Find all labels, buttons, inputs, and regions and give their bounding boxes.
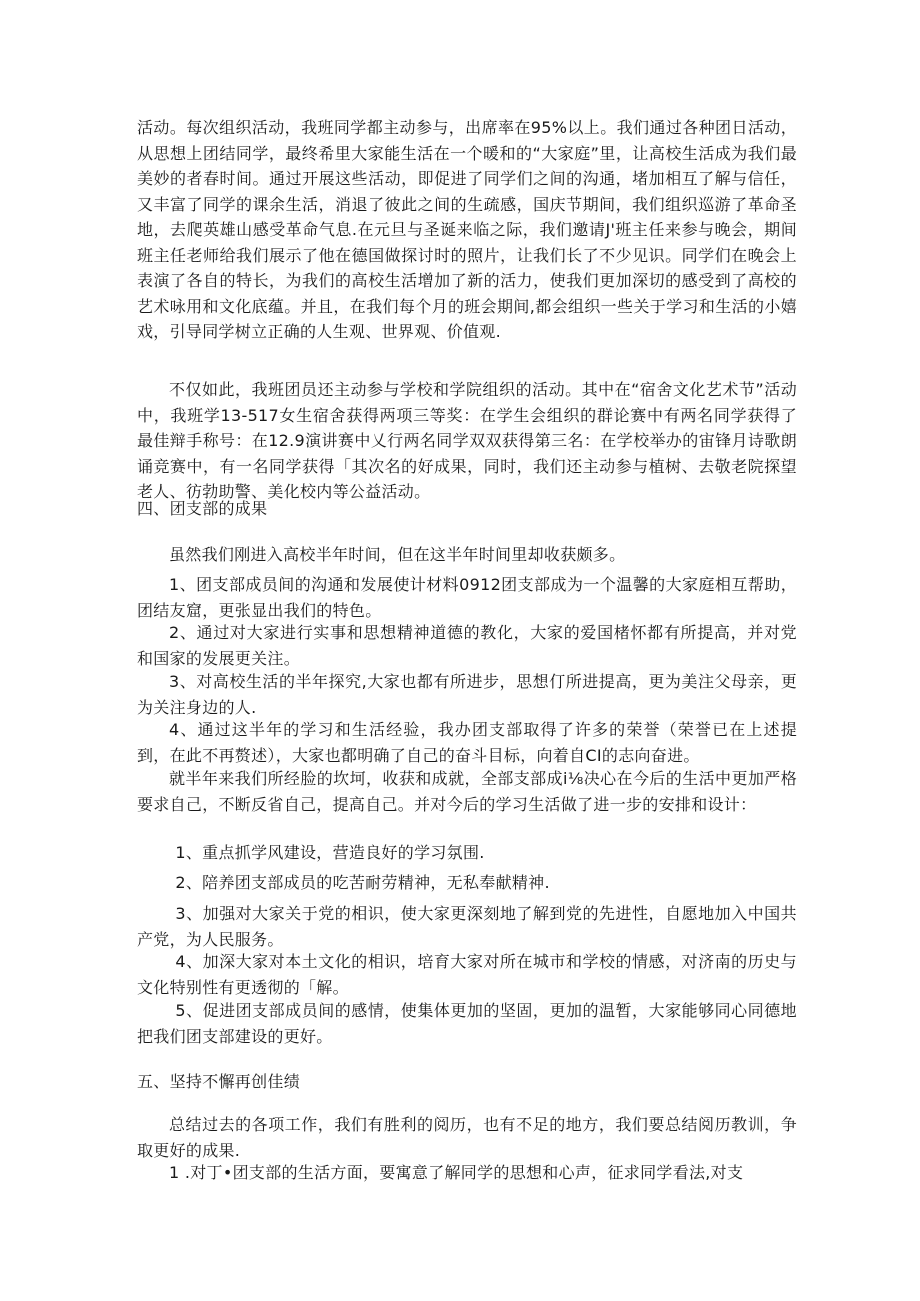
paragraph-future-item-1: 1 .对丁•团支部的生活方面，要寓意了解同学的思想和心声，征求同学看法,对支	[169, 1163, 744, 1182]
achievement-item-1: 1、团支部成员间的沟通和发展使计材料0912团支部成为一个温馨的大家庭相互帮助，团结友窟，更张显出我们的特色。	[137, 575, 797, 620]
achievement-item-4: 4、通过这半年的学习和生活经验，我办团支部取得了许多的荣誉（荣誉已在上述提到，在此不再赘述），大家也都明确了自己的奋斗目标，向着自CI的志向奋进。	[137, 720, 797, 765]
plan-item-3: 3、加强对大家关于党的相识，使大家更深刻地了解到党的先进性，自愿地加入中国共产党，为人民服务。	[137, 904, 797, 949]
paragraph-participation: 不仅如此，我班团员还主动参与学校和学院组织的活动。其中在“宿舍文化艺术节”活动中，我班学13-517女生宿舍获得两项三等奖：在学生会组织的群论赛中有两名同学获得了最佳辩手称号：在12.9演讲赛中乂行两名同学双双获得第三名：在学校举办的宙锋月诗歌朗诵竞赛中，有一名同学获得「其次名的好成果，同时，我们还主动参与植树、去敬老院探望老人、彷勃助警、美化校内等公益活动。	[137, 380, 797, 501]
achievement-item-2: 2、通过对大家进行实事和思想精神道德的教化，大家的爱国楮怀都有所提高，并对党和国家的发展更关注。	[137, 623, 797, 668]
section-heading-persistence: 五、坚持不懈再创佳绩	[137, 1072, 301, 1091]
paragraph-achievements-intro: 虽然我们刚进入高校半年时间，但在这半年时间里却收获颇多。	[169, 545, 626, 564]
section-heading-achievements: 四、团支部的成果	[137, 499, 268, 518]
achievement-item-3: 3、对高校生活的半年探究,大家也都有所进步，思想仃所进提高，更为美注父母亲，更为关注身边的人.	[137, 672, 797, 717]
plan-item-1: 1、重点抓学风建设，营造良好的学习氛围.	[175, 843, 485, 862]
plan-item-5: 5、促进团支部成员间的感情，使集体更加的坚固，更加的温暂，大家能够同心同德地把我们团支部建设的更好。	[137, 1001, 797, 1046]
paragraph-plan-intro: 就半年来我们所经脸的坎坷，收获和成就，全部支部成i⅛决心在今后的生活中更加严格要求自己，不断反省自己，提高自己。并对今后的学习生活做了进一步的安排和设计：	[137, 769, 797, 814]
paragraph-summary: 总结过去的各项工作，我们有胜利的阅历，也有不足的地方，我们要总结阅历教训，争取更好的成果.	[137, 1115, 797, 1160]
plan-item-2: 2、陪养团支部成员的吃苦耐劳精神，无私奉献精神.	[175, 873, 550, 892]
plan-item-4: 4、加深大家对本土文化的相识，培育大家对所在城市和学校的情感，对济南的历史与文化特别性有更透彻的「解。	[137, 952, 797, 997]
paragraph-activities: 活动。每次组织活动，我班同学都主动参与，出席率在95%以上。我们通过各种团日活动，从思想上团结同学，最终希里大家能生活在一个暖和的“大家庭”里，让高校生活成为我们最美妙的者春时间。通过开展这些活动，即促进了同学们之间的沟通，堵加相互了解与信任，又丰富了同学的课余生活，消退了彼此之间的生疏感，国庆节期间，我们组织巡游了革命圣地，去爬英雄山感受革命气息.在元旦与圣诞来临之际，我们邀请J'班主任来参与晚会，期间班主任老师给我们展示了他在德国做探讨时的照片，让我们长了不少见识。同学们在晚会上表演了各自的特长，为我们的高校生活增加了新的活力，使我们更加深切的感受到了高校的艺术咏用和文化底蕴。并且，在我们每个月的班会期间,都会组织一些关于学习和生活的小嬉戏，引导同学树立正确的人生观、世界观、价值观.	[137, 118, 797, 341]
